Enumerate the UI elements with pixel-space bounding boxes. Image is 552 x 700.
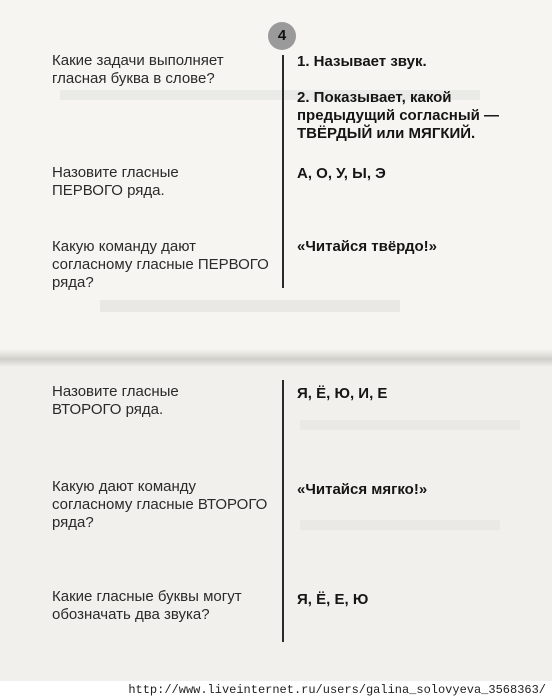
page-fold: [0, 349, 552, 367]
source-url-footer[interactable]: http://www.liveinternet.ru/users/galina_solovyeva_3568363/: [0, 681, 552, 700]
answer-text: 1. Называет звук.: [297, 53, 427, 70]
column-divider-bottom: [282, 380, 284, 642]
column-divider-top: [282, 55, 284, 288]
answer-text: Я, Ё, Ю, И, Е: [297, 385, 388, 402]
question-text: Какие гласные буквы могут обозначать два звука?: [52, 588, 242, 623]
show-through-block: [300, 420, 520, 430]
question-text: Какие задачи выполняет гласная буква в слове?: [52, 52, 224, 87]
question-text: Какую дают команду согласному гласные ВТОРОГО ряда?: [52, 478, 268, 531]
question-text: Назовите гласные ПЕРВОГО ряда.: [52, 164, 179, 199]
answer-text: 2. Показывает, какой предыдущий согласный — ТВЁРДЫЙ или МЯГКИЙ.: [297, 89, 500, 142]
answer-text: Я, Ё, Е, Ю: [297, 591, 369, 608]
answer-text: А, О, У, Ы, Э: [297, 165, 386, 182]
show-through-block: [100, 300, 400, 312]
answer-text: «Читайся мягко!»: [297, 481, 428, 498]
page-number-badge: 4: [268, 22, 296, 50]
answer-text: «Читайся твёрдо!»: [297, 238, 437, 255]
show-through-block: [300, 520, 500, 530]
question-text: Какую команду дают согласному гласные ПЕРВОГО ряда?: [52, 238, 269, 291]
question-text: Назовите гласные ВТОРОГО ряда.: [52, 383, 179, 418]
